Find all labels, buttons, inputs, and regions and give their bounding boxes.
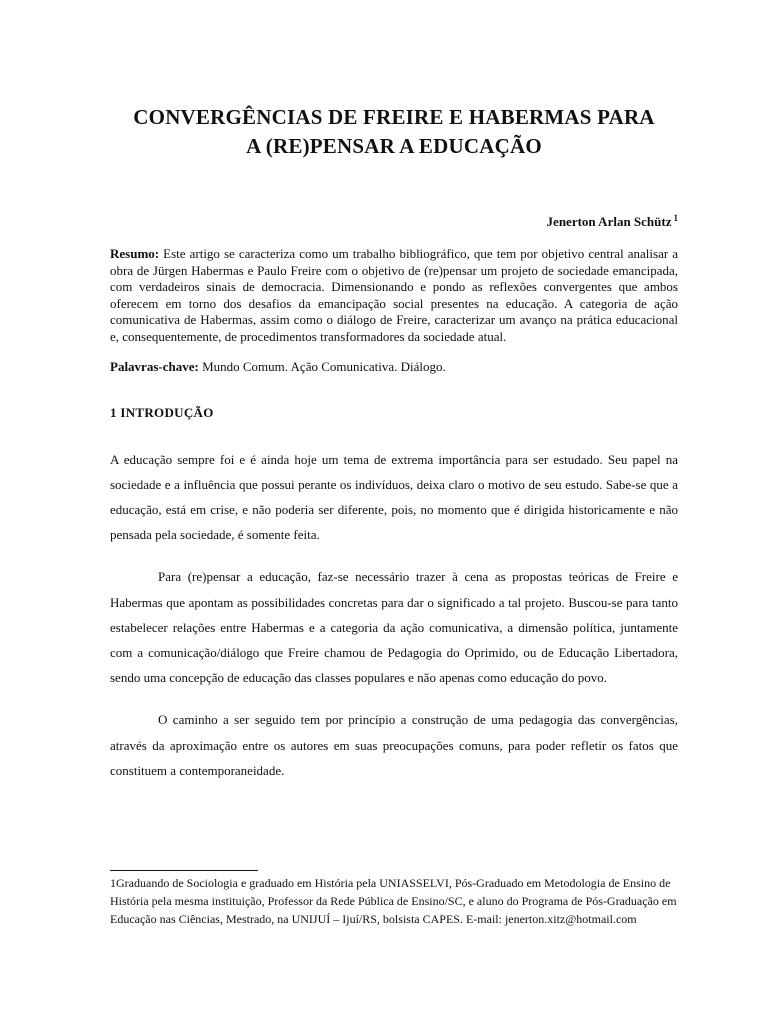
- section-heading: 1 INTRODUÇÃO: [110, 404, 214, 420]
- abstract: [110, 246, 678, 346]
- body-paragraph-2: Para (re)pensar a educação, faz-se necessário trazer à cena as propostas teóricas de Freire e Habermas que apontam as possibilidades concretas para dar o significado a tal projeto. Buscou-se para tanto estabelecer relações entre Habermas e a categoria da ação comunicativa, a dimensão política, juntamente com a comunicação/diálogo que Freire chamou de Pedagogia do Oprimido, ou de Educação Libertadora, sendo uma concepção de educação das classes populares e não apenas como educação do povo.: [110, 569, 678, 686]
- keywords-text: Mundo Comum. Ação Comunicativa. Diálogo.: [198, 358, 446, 374]
- paper-title: [110, 0, 678, 161]
- title-line-1: CONVERGÊNCIAS DE FREIRE E HABERMAS PARA: [133, 105, 655, 129]
- keywords-label: Palavras-chave:: [110, 358, 199, 374]
- body-paragraph-1: A educação sempre foi e é ainda hoje um tema de extrema importância para ser estudado. Seu papel na sociedade e a influência que possui perante os indivíduos, deixa claro o motivo de seu estudo. Sabe-se que a educação, está em crise, e não poderia ser diferente, pois, no momento que é dirigida historicamente e não pensada pela sociedade, é somente feita.: [110, 451, 678, 543]
- footnote-divider: [110, 870, 258, 871]
- footnote: 1Graduando de Sociologia e graduado em História pela UNIASSELVI, Pós-Graduado em Metodologia de Ensino de História pela mesma instituição, Professor da Rede Pública de Ensino/SC, e aluno do Programa de Pós-Graduação em Educação nas Ciências, Mestrado, na UNIJUÍ – Ijuí/RS, bolsista CAPES. E-mail: jenerton.xitz@hotmail.com: [110, 876, 677, 926]
- author-name: Jenerton Arlan Schütz: [546, 214, 672, 229]
- abstract-label: Resumo:: [110, 246, 160, 261]
- author-footnote-mark: 1: [673, 213, 678, 223]
- keywords: [110, 359, 678, 375]
- author-line: [110, 213, 678, 230]
- abstract-text: Este artigo se caracteriza como um trabalho bibliográfico, que tem por objetivo central analisar a obra de Jürgen Habermas e Paulo Freire com o objetivo de (re)pensar um projeto de sociedade emancipada, com verdadeiros sinais de democracia. Dimensionando e pondo as reflexões convergentes que ambos oferecem em torno dos desafios da emancipação social presentes na educação. A categoria de ação comunicativa de Habermas, assim como o diálogo de Freire, caracterizar um avanço na prática educacional e, consequentemente, de procedimentos transformadores da sociedade atual.: [110, 246, 678, 344]
- title-line-2: A (RE)PENSAR A EDUCAÇÃO: [246, 134, 542, 158]
- body-paragraph-3: O caminho a ser seguido tem por princípio a construção de uma pedagogia das convergências, através da aproximação entre os autores em suas preocupações comuns, para poder refletir os fatos que constituem a contemporaneidade.: [110, 712, 678, 778]
